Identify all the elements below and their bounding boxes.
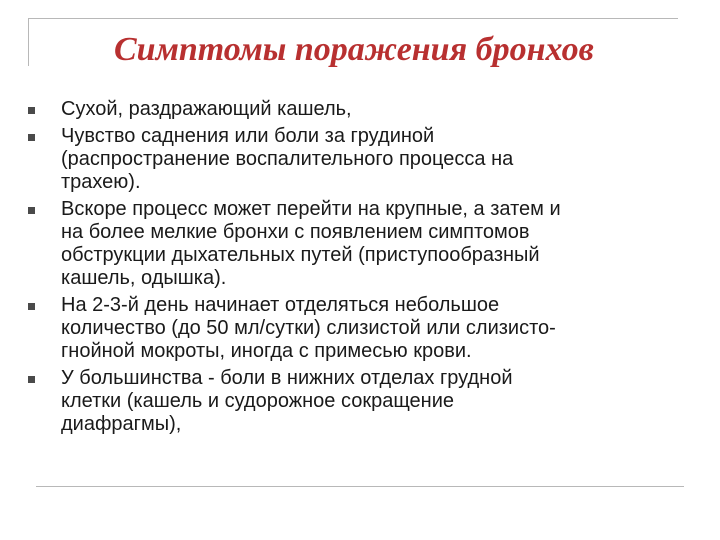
frame-left-line bbox=[28, 18, 29, 66]
frame-top-line bbox=[28, 18, 678, 19]
list-item bbox=[28, 198, 698, 290]
list-item-line: обструкции дыхательных путей (приступообразный bbox=[61, 244, 540, 266]
list-item-line: Сухой, раздражающий кашель, bbox=[61, 98, 352, 120]
square-bullet-icon bbox=[28, 107, 35, 114]
square-bullet-icon bbox=[28, 134, 35, 141]
list-item bbox=[28, 98, 698, 121]
list-item-line: Чувство саднения или боли за грудиной bbox=[61, 125, 435, 147]
list-item-line: на более мелкие бронхи с появлением симптомов bbox=[61, 221, 530, 243]
list-item-line: Вскоре процесс может перейти на крупные, а затем и bbox=[61, 198, 561, 220]
frame-bottom-line bbox=[36, 486, 684, 487]
list-item-line: диафрагмы), bbox=[61, 413, 182, 435]
slide-title: Симптомы поражения бронхов bbox=[114, 31, 594, 68]
list-item-line: клетки (кашель и судорожное сокращение bbox=[61, 390, 455, 412]
list-item-line: кашель, одышка). bbox=[61, 267, 227, 289]
list-item-line: гнойной мокроты, иногда с примесью крови. bbox=[61, 340, 472, 362]
list-item bbox=[28, 294, 698, 363]
symptom-list bbox=[28, 98, 698, 440]
list-item-line: количество (до 50 мл/сутки) слизистой или слизисто- bbox=[61, 317, 556, 339]
list-item-line: На 2-3-й день начинает отделяться небольшое bbox=[61, 294, 500, 316]
square-bullet-icon bbox=[28, 303, 35, 310]
square-bullet-icon bbox=[28, 207, 35, 214]
list-item bbox=[28, 367, 698, 436]
list-item-line: У большинства - боли в нижних отделах грудной bbox=[61, 367, 513, 389]
list-item bbox=[28, 125, 698, 194]
square-bullet-icon bbox=[28, 376, 35, 383]
list-item-line: трахею). bbox=[61, 171, 141, 193]
list-item-line: (распространение воспалительного процесса на bbox=[61, 148, 514, 170]
